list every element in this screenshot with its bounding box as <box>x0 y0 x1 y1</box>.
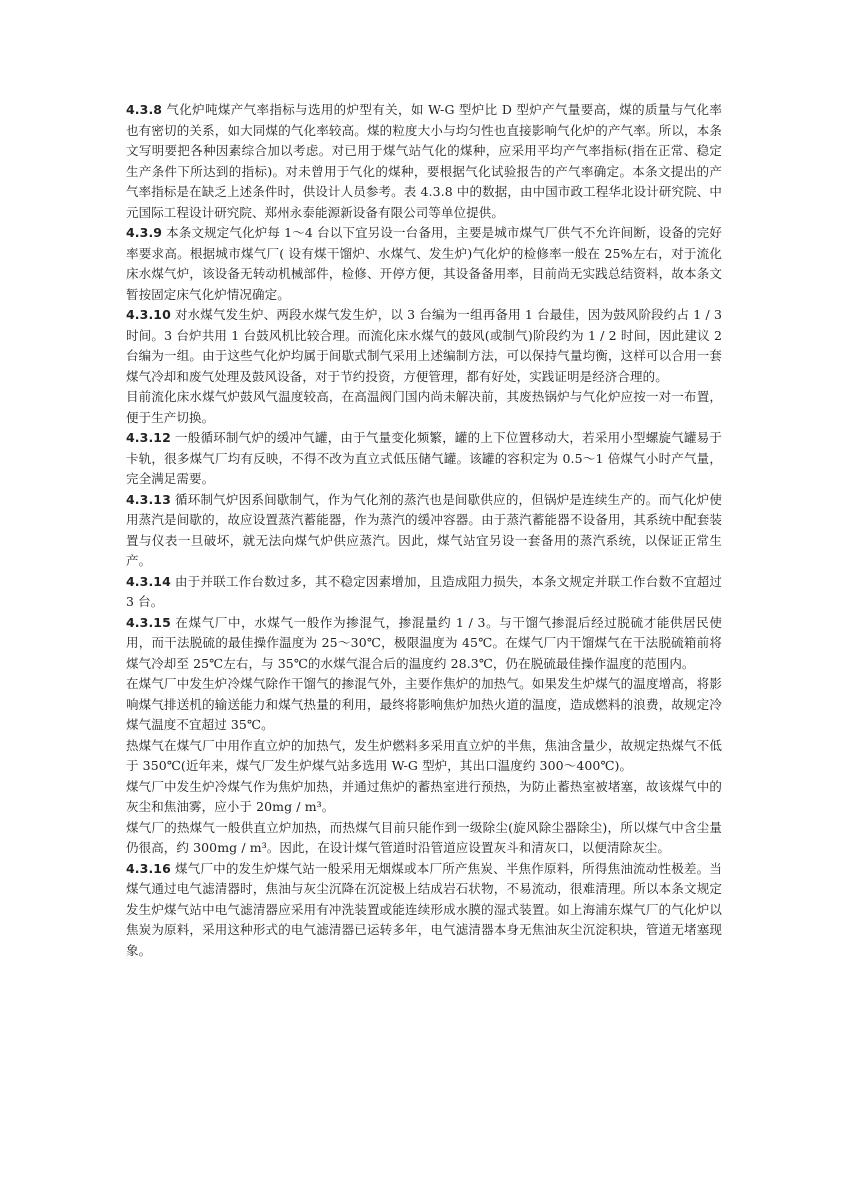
clause-4-3-8 <box>126 100 722 223</box>
clause-number: 4.3.9 <box>126 225 163 240</box>
clause-number: 4.3.10 <box>126 307 171 322</box>
clause-4-3-10 <box>126 305 722 387</box>
clause-text: 一般循环制气炉的缓冲气罐，由于气量变化频繁，罐的上下位置移动大，若采用小型螺旋气罐易于卡轨，很多煤气厂均有反映，不得不改为直立式低压储气罐。该罐的容积定为 0.5～1 倍煤气小时产气量，完全满足需要。 <box>126 430 722 486</box>
clause-4-3-9 <box>126 223 722 305</box>
clause-number: 4.3.12 <box>126 430 171 445</box>
clause-number: 4.3.16 <box>126 860 171 876</box>
clause-text: 在煤气厂中发生炉冷煤气除作干馏气的掺混气外，主要作焦炉的加热气。如果发生炉煤气的温度增高，将影响煤气排送机的输送能力和煤气热量的利用，最终将影响焦炉加热火道的温度，造成燃料的浪费，故规定冷煤气温度不宜超过 35℃。 <box>126 676 722 732</box>
clause-4-3-16 <box>126 859 722 962</box>
clause-text: 对水煤气发生炉、两段水煤气发生炉，以 3 台编为一组再备用 1 台最佳，因为鼓风阶段约占 1 / 3 时间。3 台炉共用 1 台鼓风机比较合理。而流化床水煤气的鼓风(或制气)阶段约为 1 / 2 时间，因此建议 2 台编为一组。由于这些气化炉均属于间歇式制气采用上述编制方法，可以保持气量均衡，这样可以合用一套煤气冷却和废气处理及鼓风设备，对于节约投资，方便管理，都有好处，实践证明是经济合理的。 <box>126 307 722 384</box>
clause-text: 煤气厂中的发生炉煤气站一般采用无烟煤或本厂所产焦炭、半焦作原料，所得焦油流动性极差。当煤气通过电气滤清器时，焦油与灰尘沉降在沉淀极上结成岩石状物，不易流动，很难清理。所以本条文规定发生炉煤气站中电气滤清器应采用有冲洗装置或能连续形成水膜的湿式装置。如上海浦东煤气厂的气化炉以焦炭为原料，采用这种形式的电气滤清器已运转多年，电气滤清器本身无焦油灰尘沉淀积块，管道无堵塞现象。 <box>126 860 722 958</box>
clause-4-3-10-continued <box>126 387 722 428</box>
clause-text: 由于并联工作台数过多，其不稳定因素增加，且造成阻力损失，本条文规定并联工作台数不宜超过 3 台。 <box>126 573 722 609</box>
clause-4-3-15-dust <box>126 818 722 859</box>
clause-text: 在煤气厂中，水煤气一般作为掺混气，掺混量约 1 / 3。与干馏气掺混后经过脱硫才能供居民使用，而干法脱硫的最佳操作温度为 25～30℃，极限温度为 45℃。在煤气厂内干馏煤气在干法脱硫箱前将煤气冷却至 25℃左右，与 35℃的水煤气混合后的温度约 28.3℃，仍在脱硫最佳操作温度的范围内。 <box>126 614 722 671</box>
clause-text: 煤气厂中发生炉冷煤气作为焦炉加热，并通过焦炉的蓄热室进行预热，为防止蓄热室被堵塞，故该煤气中的灰尘和焦油雾，应小于 20mg / m³。 <box>126 778 722 814</box>
clause-4-3-13 <box>126 490 722 572</box>
clause-4-3-15-hot-gas <box>126 736 722 777</box>
clause-number: 4.3.14 <box>126 573 171 589</box>
clause-4-3-15-coke-oven <box>126 777 722 818</box>
clause-text: 热煤气在煤气厂中用作直立炉的加热气，发生炉燃料多采用直立炉的半焦，焦油含量少，故规定热煤气不低于 350℃(近年来，煤气厂发生炉煤气站多选用 W-G 型炉，其出口温度约 300～400℃)。 <box>126 737 722 773</box>
clause-number: 4.3.8 <box>126 102 163 117</box>
clause-4-3-14 <box>126 572 722 613</box>
clause-text: 目前流化床水煤气炉鼓风气温度较高，在高温阀门国内尚未解决前，其废热锅炉与气化炉应按一对一布置，便于生产切换。 <box>126 389 722 425</box>
clause-number: 4.3.13 <box>126 491 171 507</box>
clause-text: 气化炉吨煤产气率指标与选用的炉型有关，如 W-G 型炉比 D 型炉产气量要高，煤的质量与气化率也有密切的关系，如大同煤的气化率较高。煤的粒度大小与均匀性也直接影响气化炉的产气率。所以，本条文写明要把各种因素综合加以考虑。对已用于煤气站气化的煤种，应采用平均产气率指标(指在正常、稳定生产条件下所达到的指标)。对未曾用于气化的煤种，要根据气化试验报告的产气率确定。本条文提出的产气率指标是在缺乏上述条件时，供设计人员参考。表 4.3.8 中的数据，由中国市政工程华北设计研究院、中元国际工程设计研究院、郑州永泰能源新设备有限公司等单位提供。 <box>126 102 722 220</box>
document-page <box>126 100 722 961</box>
clause-4-3-15 <box>126 613 722 675</box>
clause-text: 煤气厂的热煤气一般供直立炉加热，而热煤气目前只能作到一级除尘(旋风除尘器除尘)，所以煤气中含尘量仍很高，约 300mg / m³。因此，在设计煤气管道时沿管道应设置灰斗和清灰口，以便清除灰尘。 <box>126 819 722 855</box>
clause-4-3-15-cold-gas <box>126 674 722 736</box>
clause-4-3-12 <box>126 428 722 490</box>
clause-number: 4.3.15 <box>126 614 171 630</box>
clause-text: 本条文规定气化炉每 1～4 台以下宜另设一台备用，主要是城市煤气厂供气不允许间断，设备的完好率要求高。根据城市煤气厂( 设有煤干馏炉、水煤气、发生炉)气化炉的检修率一般在 25%左右，对于流化床水煤气炉，该设备无转动机械部件，检修、开停方便，其设备备用率，目前尚无实践总结资料，故本条文暂按固定床气化炉情况确定。 <box>126 225 722 302</box>
clause-text: 循环制气炉因系间歇制气，作为气化剂的蒸汽也是间歇供应的，但锅炉是连续生产的。而气化炉使用蒸汽是间歇的，故应设置蒸汽蓄能器，作为蒸汽的缓冲容器。由于蒸汽蓄能器不设备用，其系统中配套装置与仪表一旦破坏，就无法向煤气炉供应蒸汽。因此，煤气站宜另设一套备用的蒸汽系统，以保证正常生产。 <box>126 491 722 568</box>
